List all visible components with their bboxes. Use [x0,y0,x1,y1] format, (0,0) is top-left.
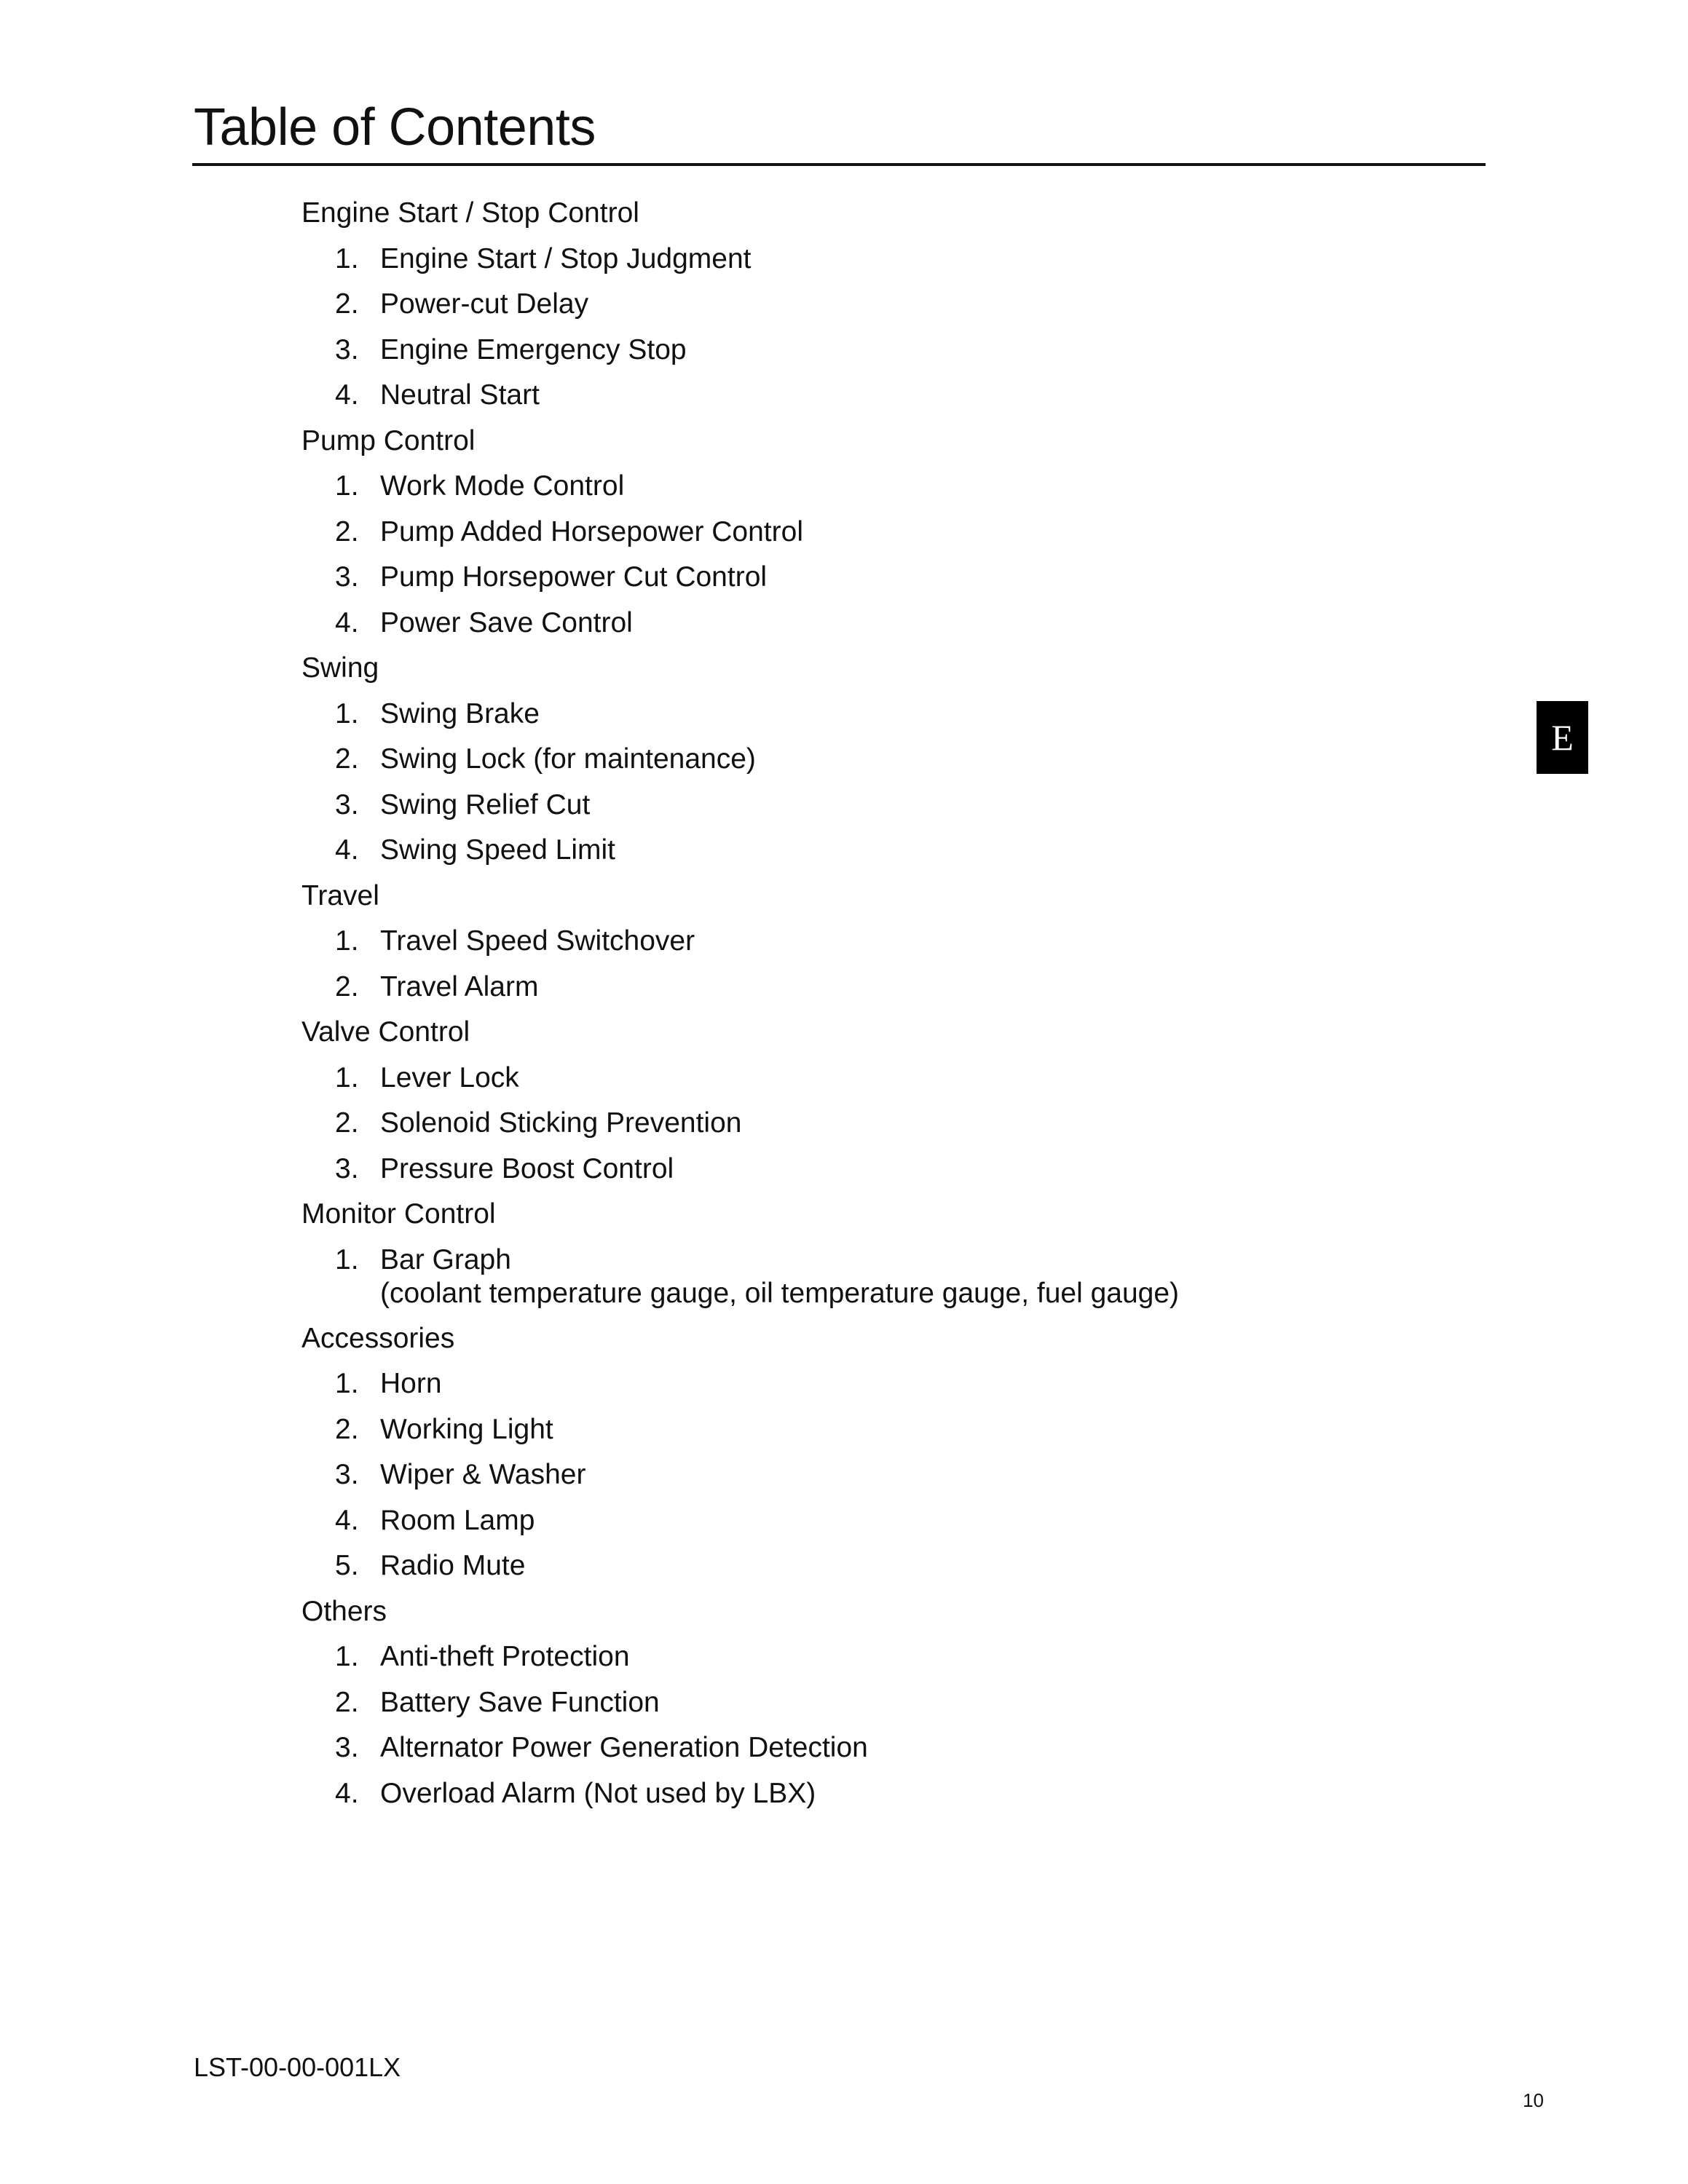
toc-item[interactable] [301,510,1539,555]
toc-item[interactable] [301,1407,1539,1453]
toc-item[interactable] [301,1543,1539,1589]
toc-item-number: 2. [335,1107,359,1139]
toc-item-label: Travel Alarm [380,970,539,1002]
toc-item-label: Neutral Start [380,379,540,411]
toc-item-label: Room Lamp [380,1504,535,1536]
toc-item-label: Pump Horsepower Cut Control [380,561,768,593]
toc-item-number: 1. [335,697,359,729]
toc-section [301,1589,1539,1817]
toc-item[interactable] [301,1452,1539,1498]
toc-item-label: Pump Added Horsepower Control [380,515,803,547]
toc-item-list [301,1056,1539,1192]
toc-item-label: Working Light [380,1413,553,1445]
toc-item-number: 1. [335,1243,359,1275]
toc-item-label: Power-cut Delay [380,288,589,320]
toc-item[interactable] [301,1498,1539,1544]
toc-item[interactable] [301,1634,1539,1680]
toc-item[interactable] [301,1147,1539,1192]
toc-item[interactable] [301,328,1539,373]
toc-item[interactable] [301,828,1539,874]
toc-section [301,646,1539,874]
toc-item[interactable] [301,282,1539,328]
toc-item-label: Overload Alarm (Not used by LBX) [380,1777,816,1809]
toc-item-label: Work Mode Control [380,470,625,502]
toc-section [301,874,1539,1010]
toc-item-label: Wiper & Washer [380,1459,586,1490]
page-title: Table of Contents [194,98,596,157]
toc-item[interactable] [301,237,1539,282]
toc-item-list [301,1634,1539,1816]
toc-item-number: 4. [335,834,359,866]
toc-item-number: 2. [335,515,359,547]
toc-item[interactable] [301,692,1539,737]
toc-section-heading[interactable]: Valve Control [301,1016,470,1048]
toc-item-number: 1. [335,470,359,502]
toc-section-heading[interactable]: Engine Start / Stop Control [301,197,639,229]
toc-item[interactable] [301,737,1539,783]
toc-item-list [301,1238,1539,1316]
toc-item-label: Engine Start / Stop Judgment [380,242,752,274]
toc-item[interactable] [301,965,1539,1010]
document-code: LST-00-00-001LX [194,2052,401,2082]
toc-item-label: Swing Brake [380,697,540,729]
toc-item[interactable] [301,601,1539,646]
toc-item-label: Swing Relief Cut [380,788,591,820]
toc-item-label: Bar Graph [380,1243,511,1275]
toc-section [301,1316,1539,1589]
toc-item-number: 2. [335,743,359,775]
toc-item-label: Swing Speed Limit [380,834,616,866]
toc-item-number: 1. [335,925,359,957]
toc-section [301,419,1539,646]
toc-item-subtitle: (coolant temperature gauge, oil temperature gauge, fuel gauge) [380,1277,1180,1309]
toc-item[interactable] [301,919,1539,965]
toc-item-label: Solenoid Sticking Prevention [380,1107,742,1139]
toc-item-number: 4. [335,1504,359,1536]
toc-section [301,1010,1539,1192]
toc-item-list [301,1361,1539,1589]
toc-item-number: 4. [335,1777,359,1809]
toc-item[interactable] [301,464,1539,510]
toc-item-number: 2. [335,1686,359,1718]
toc-item-label: Pressure Boost Control [380,1152,674,1184]
toc-item[interactable] [301,1056,1539,1101]
toc-item-label: Swing Lock (for maintenance) [380,743,756,775]
toc-item[interactable] [301,1238,1539,1316]
toc-item[interactable] [301,1725,1539,1771]
toc-item[interactable] [301,1680,1539,1726]
toc-item-label: Horn [380,1368,442,1399]
toc-item-number: 2. [335,1413,359,1445]
toc-section-heading[interactable]: Travel [301,879,379,911]
toc-item-number: 1. [335,1641,359,1672]
toc-item-label: Anti-theft Protection [380,1641,630,1672]
toc-item-number: 3. [335,561,359,593]
title-divider [192,163,1486,166]
toc-item[interactable] [301,1361,1539,1407]
toc-item-list [301,237,1539,419]
toc-section-heading[interactable]: Others [301,1595,387,1627]
toc-item-label: Lever Lock [380,1061,519,1093]
toc-item-number: 3. [335,1459,359,1490]
toc-item-label: Alternator Power Generation Detection [380,1732,868,1763]
toc-item-number: 3. [335,788,359,820]
toc-item-number: 2. [335,970,359,1002]
toc-item-list [301,464,1539,646]
toc-item-label: Radio Mute [380,1550,526,1581]
toc-item-number: 1. [335,242,359,274]
toc-item[interactable] [301,1101,1539,1147]
page-number: 10 [1523,2089,1544,2111]
toc-item-number: 3. [335,333,359,365]
toc-item[interactable] [301,1771,1539,1817]
toc-item-label: Battery Save Function [380,1686,660,1718]
table-of-contents [301,191,1539,1816]
toc-item-number: 5. [335,1550,359,1581]
toc-item[interactable] [301,373,1539,419]
toc-section [301,1192,1539,1316]
toc-item-label: Travel Speed Switchover [380,925,695,957]
section-tab-marker: E [1537,701,1588,774]
toc-section-heading[interactable]: Swing [301,652,379,684]
toc-item[interactable] [301,783,1539,828]
toc-section [301,191,1539,419]
toc-item-number: 3. [335,1732,359,1763]
toc-section-heading[interactable]: Accessories [301,1322,455,1354]
toc-item-number: 3. [335,1152,359,1184]
toc-item-number: 4. [335,379,359,411]
toc-section-heading[interactable]: Pump Control [301,424,476,456]
toc-item-label: Engine Emergency Stop [380,333,687,365]
toc-item-number: 1. [335,1061,359,1093]
toc-item[interactable] [301,555,1539,601]
toc-item-label: Power Save Control [380,606,633,638]
toc-item-list [301,919,1539,1010]
toc-item-list [301,692,1539,874]
toc-section-heading[interactable]: Monitor Control [301,1198,496,1230]
toc-item-number: 4. [335,606,359,638]
toc-item-number: 1. [335,1368,359,1399]
toc-item-number: 2. [335,288,359,320]
